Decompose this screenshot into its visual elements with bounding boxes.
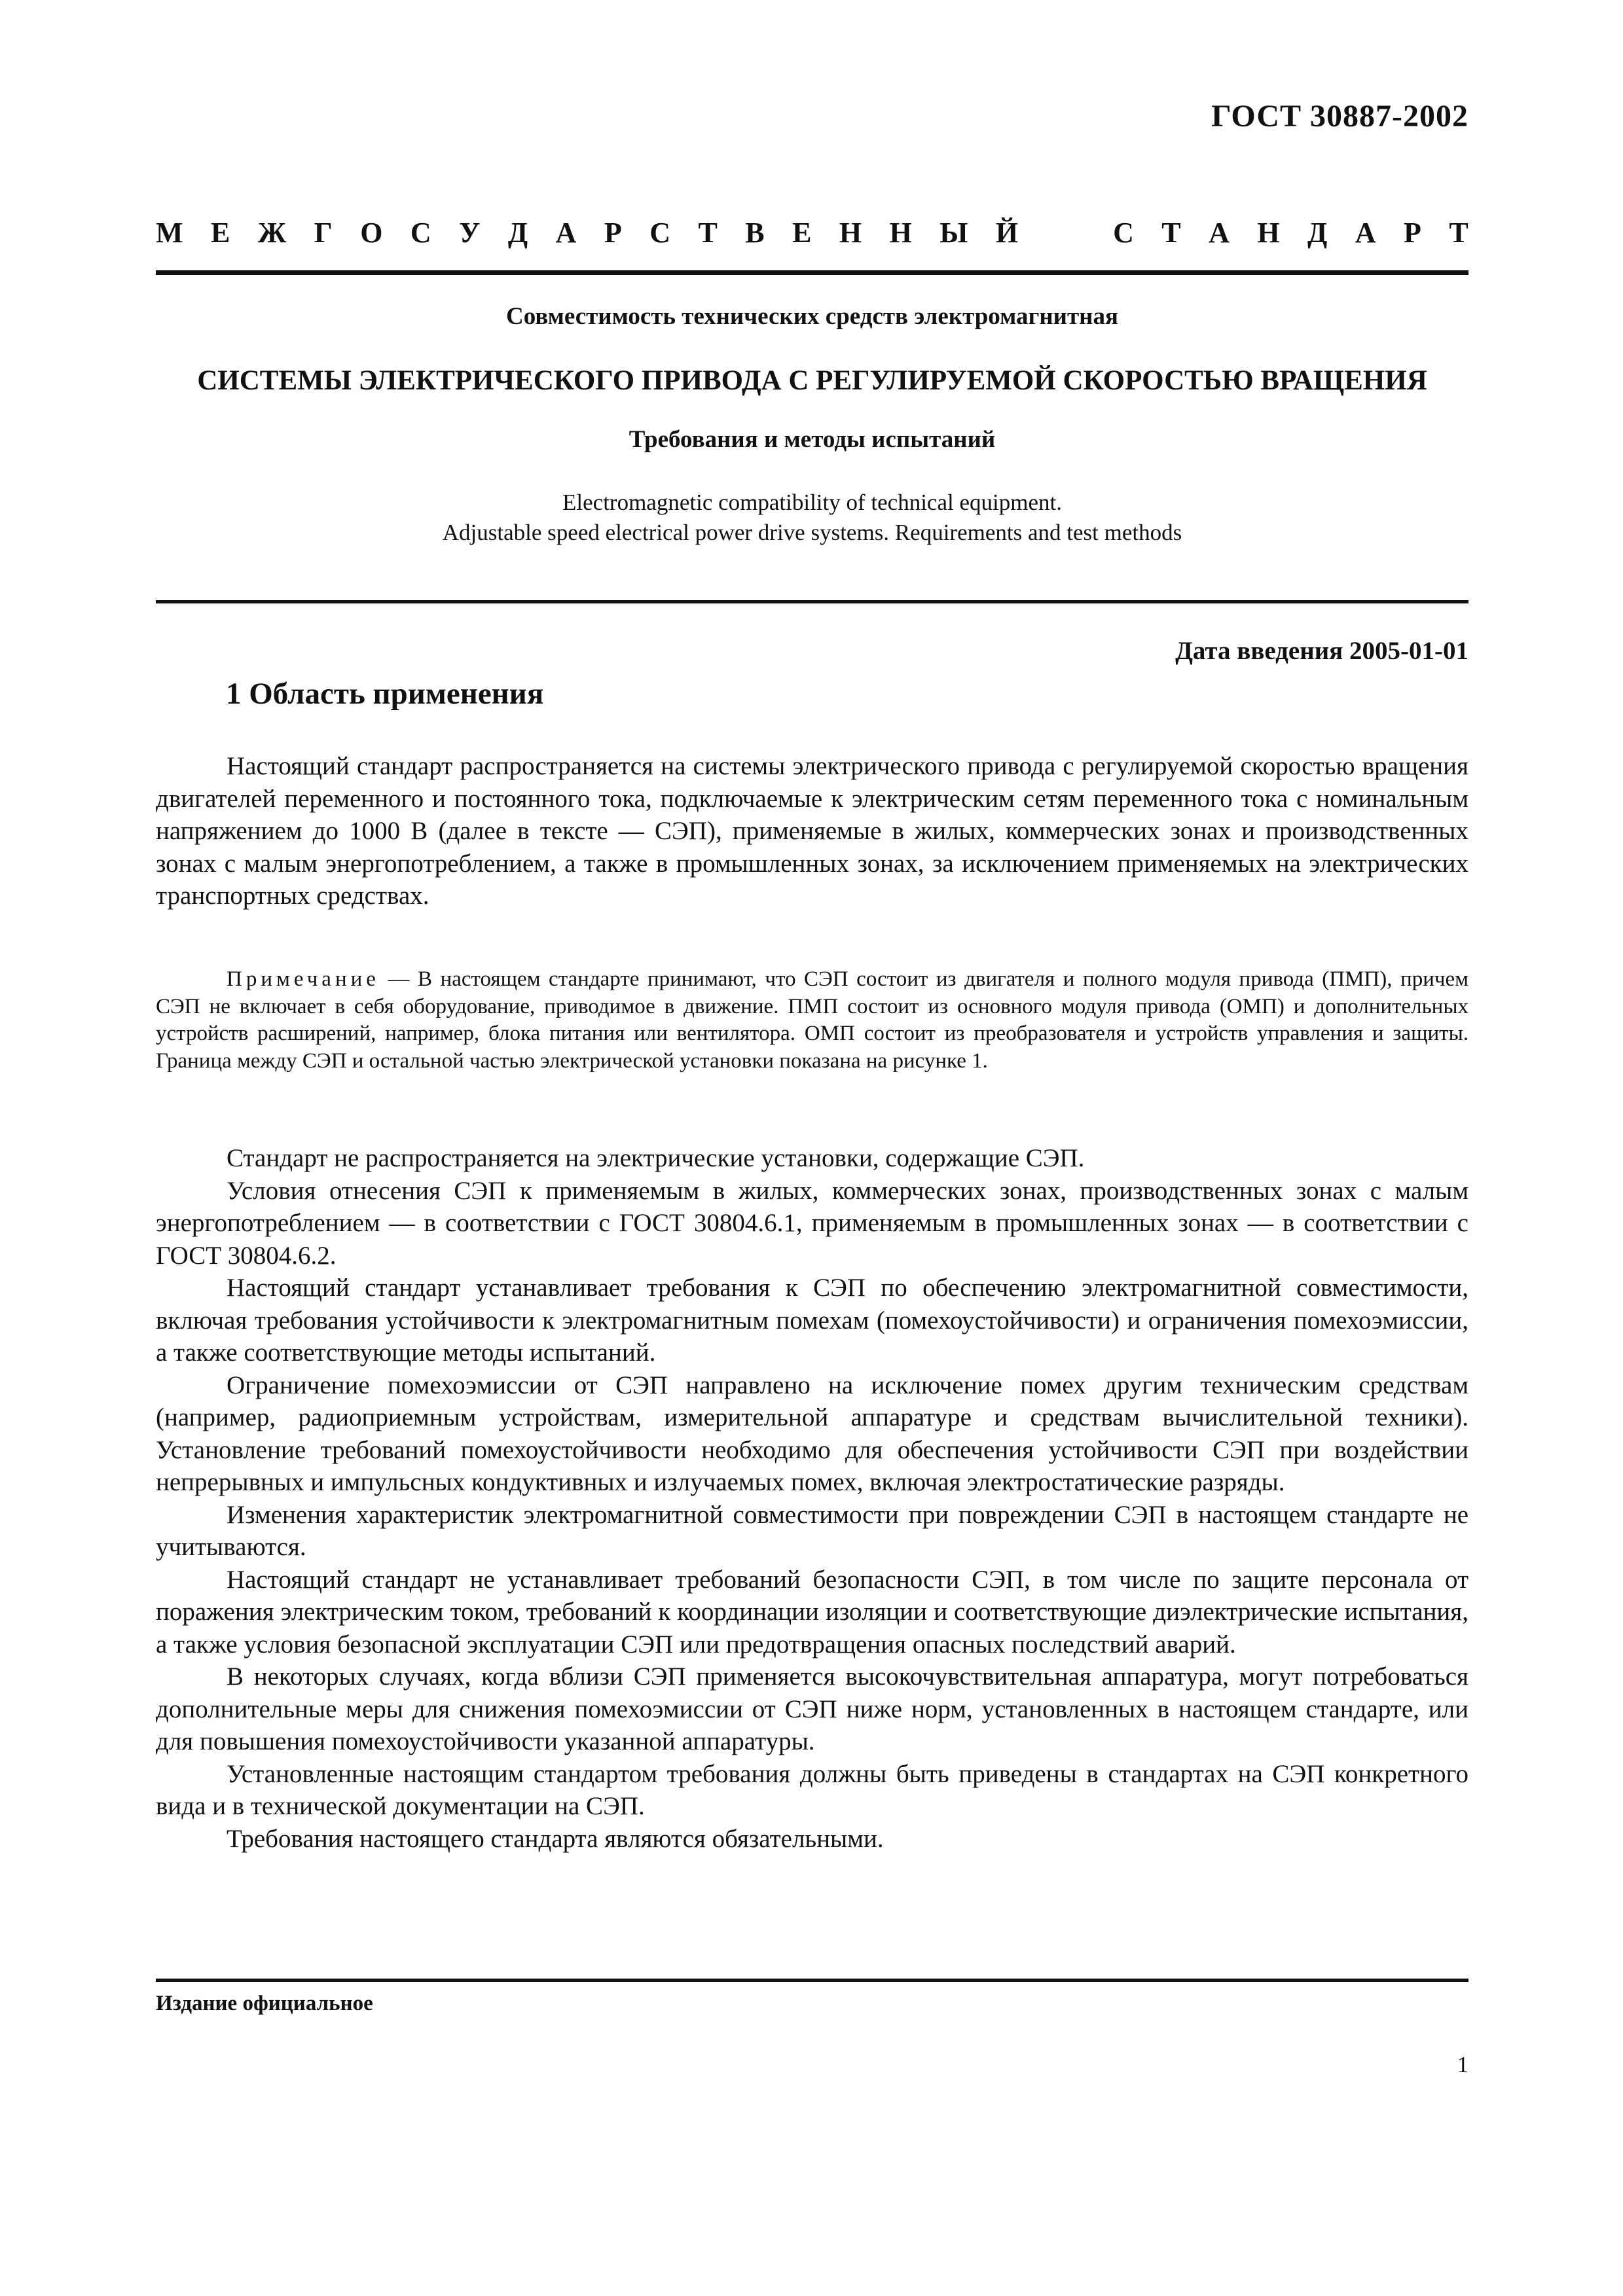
- scope-body: [156, 1142, 1468, 1855]
- english-title-line1: Electromagnetic compatibility of technical equipment.: [562, 490, 1062, 515]
- banner-letter: Н: [889, 217, 912, 249]
- part-title: Требования и методы испытаний: [629, 426, 996, 453]
- scope-paragraph: [156, 750, 1468, 912]
- banner-letter: Ы: [939, 217, 968, 249]
- paragraph: Настоящий стандарт устанавливает требования к СЭП по обеспечению электромагнитной совместимости, включая требования устойчивости к электромагнитным помехам (помехоустойчивости) и ограничения помехоэмиссии, а также соответствующие методы испытаний.: [156, 1274, 1468, 1367]
- banner-letter: Ж: [257, 217, 287, 249]
- banner-letter: Р: [1404, 217, 1421, 249]
- paragraph: Настоящий стандарт распространяется на системы электрического привода с регулируемой скоростью вращения двигателей переменного и постоянного тока, подключаемые к электрическим сетям переменного тока с номинальным напряжением до 1000 В (далее в тексте — СЭП), применяемые в жилых, коммерческих зонах и производственных зонах с малым энергопотреблением, а также в промышленных зонах, за исключением применяемых на электрических транспортных средствах.: [156, 752, 1468, 910]
- title-rule: [156, 600, 1468, 603]
- intro-date: Дата введения 2005-01-01: [1175, 637, 1468, 665]
- paragraph: Изменения характеристик электромагнитной совместимости при повреждении СЭП в настоящем стандарте не учитываются.: [156, 1500, 1468, 1561]
- note-paragraph: [156, 966, 1468, 1075]
- paragraph: Стандарт не распространяется на электрические установки, содержащие СЭП.: [227, 1144, 1085, 1172]
- banner-letter: С: [649, 217, 670, 249]
- english-title-line2: Adjustable speed electrical power drive systems. Requirements and test methods: [442, 520, 1182, 545]
- note: [156, 966, 1468, 1075]
- banner-letter: А: [555, 217, 577, 249]
- paragraph: В некоторых случаях, когда вблизи СЭП применяется высокочувствительная аппаратура, могут потребоваться дополнительные меры для снижения помехоэмиссии от СЭП ниже норм, установленных в настоящем стандарте, или для повышения помехоустойчивости указанной аппаратуры.: [156, 1662, 1468, 1755]
- banner-letter: С: [1113, 217, 1134, 249]
- page-number: 1: [1457, 2052, 1468, 2077]
- banner-letter: Т: [1161, 217, 1181, 249]
- banner-letter: Г: [314, 217, 333, 249]
- main-title: СИСТЕМЫ ЭЛЕКТРИЧЕСКОГО ПРИВОДА С РЕГУЛИРУЕМОЙ СКОРОСТЬЮ ВРАЩЕНИЯ: [197, 365, 1427, 396]
- section-heading: 1 Область применения: [226, 677, 544, 711]
- paragraph: Настоящий стандарт не устанавливает требований безопасности СЭП, в том числе по защите персонала от поражения электрическим током, требований к координации изоляции и соответствующие диэлектрические испытания, а также условия безопасной эксплуатации СЭП или предотвращения опасных последствий аварий.: [156, 1565, 1468, 1659]
- banner-letter: Т: [1449, 217, 1468, 249]
- banner-letter: Д: [507, 217, 528, 249]
- subtitle: Совместимость технических средств электромагнитная: [505, 303, 1118, 330]
- paragraph: Условия отнесения СЭП к применяемым в жилых, коммерческих зонах, производственных зонах с малым энергопотреблением — в соответствии с ГОСТ 30804.6.1, применяемым в промышленных зонах — в соответствии с ГОСТ 30804.6.2.: [156, 1176, 1468, 1270]
- gost-code: ГОСТ 30887-2002: [1211, 99, 1468, 134]
- interstate-standard-banner: [156, 216, 1468, 249]
- banner-letter: А: [1209, 217, 1230, 249]
- note-text: — В настоящем стандарте принимают, что СЭП состоит из двигателя и полного модуля привода (ПМП), причем СЭП не включает в себя оборудование, приводимое в движение. ПМП состоит из основного модуля привода (ОМП) и дополнительных устройств расширений, например, блока питания или вентилятора. ОМП состоит из преобразователя и устройств управления и защиты. Граница между СЭП и остальной частью электрической установки показана на рисунке 1.: [156, 967, 1468, 1073]
- banner-letter: В: [745, 217, 765, 249]
- banner-letter: Е: [210, 217, 230, 249]
- banner-letter: Н: [1257, 217, 1280, 249]
- banner-letter: М: [156, 217, 183, 249]
- english-title: [156, 488, 1468, 548]
- banner-gap: [1046, 216, 1085, 249]
- banner-letter: О: [360, 217, 383, 249]
- banner-letter: Т: [698, 217, 718, 249]
- banner-letter: Р: [604, 217, 622, 249]
- edition-label: Издание официальное: [156, 1992, 373, 2015]
- paragraph: Требования настоящего стандарта являются обязательными.: [227, 1824, 884, 1853]
- footer-rule: [156, 1979, 1468, 1982]
- note-label: Примечание: [227, 967, 380, 991]
- banner-letter: Е: [792, 217, 812, 249]
- banner-letter: А: [1355, 217, 1376, 249]
- banner-letter: Д: [1307, 217, 1328, 249]
- paragraph: Ограничение помехоэмиссии от СЭП направлено на исключение помех другим техническим средствам (например, радиоприемным устройствам, измерительной аппаратуре и средствам вычислительной техники). Установление требований помехоустойчивости необходимо для обеспечения устойчивости СЭП при воздействии непрерывных и импульсных кондуктивных и излучаемых помех, включая электростатические разряды.: [156, 1371, 1468, 1496]
- banner-letter: Й: [995, 217, 1019, 249]
- banner-letter: Н: [839, 217, 862, 249]
- banner-letter: С: [410, 217, 431, 249]
- paragraph: Установленные настоящим стандартом требования должны быть приведены в стандартах на СЭП конкретного вида и в технической документации на СЭП.: [156, 1759, 1468, 1820]
- banner-letter: У: [459, 217, 481, 249]
- top-rule: [156, 270, 1468, 275]
